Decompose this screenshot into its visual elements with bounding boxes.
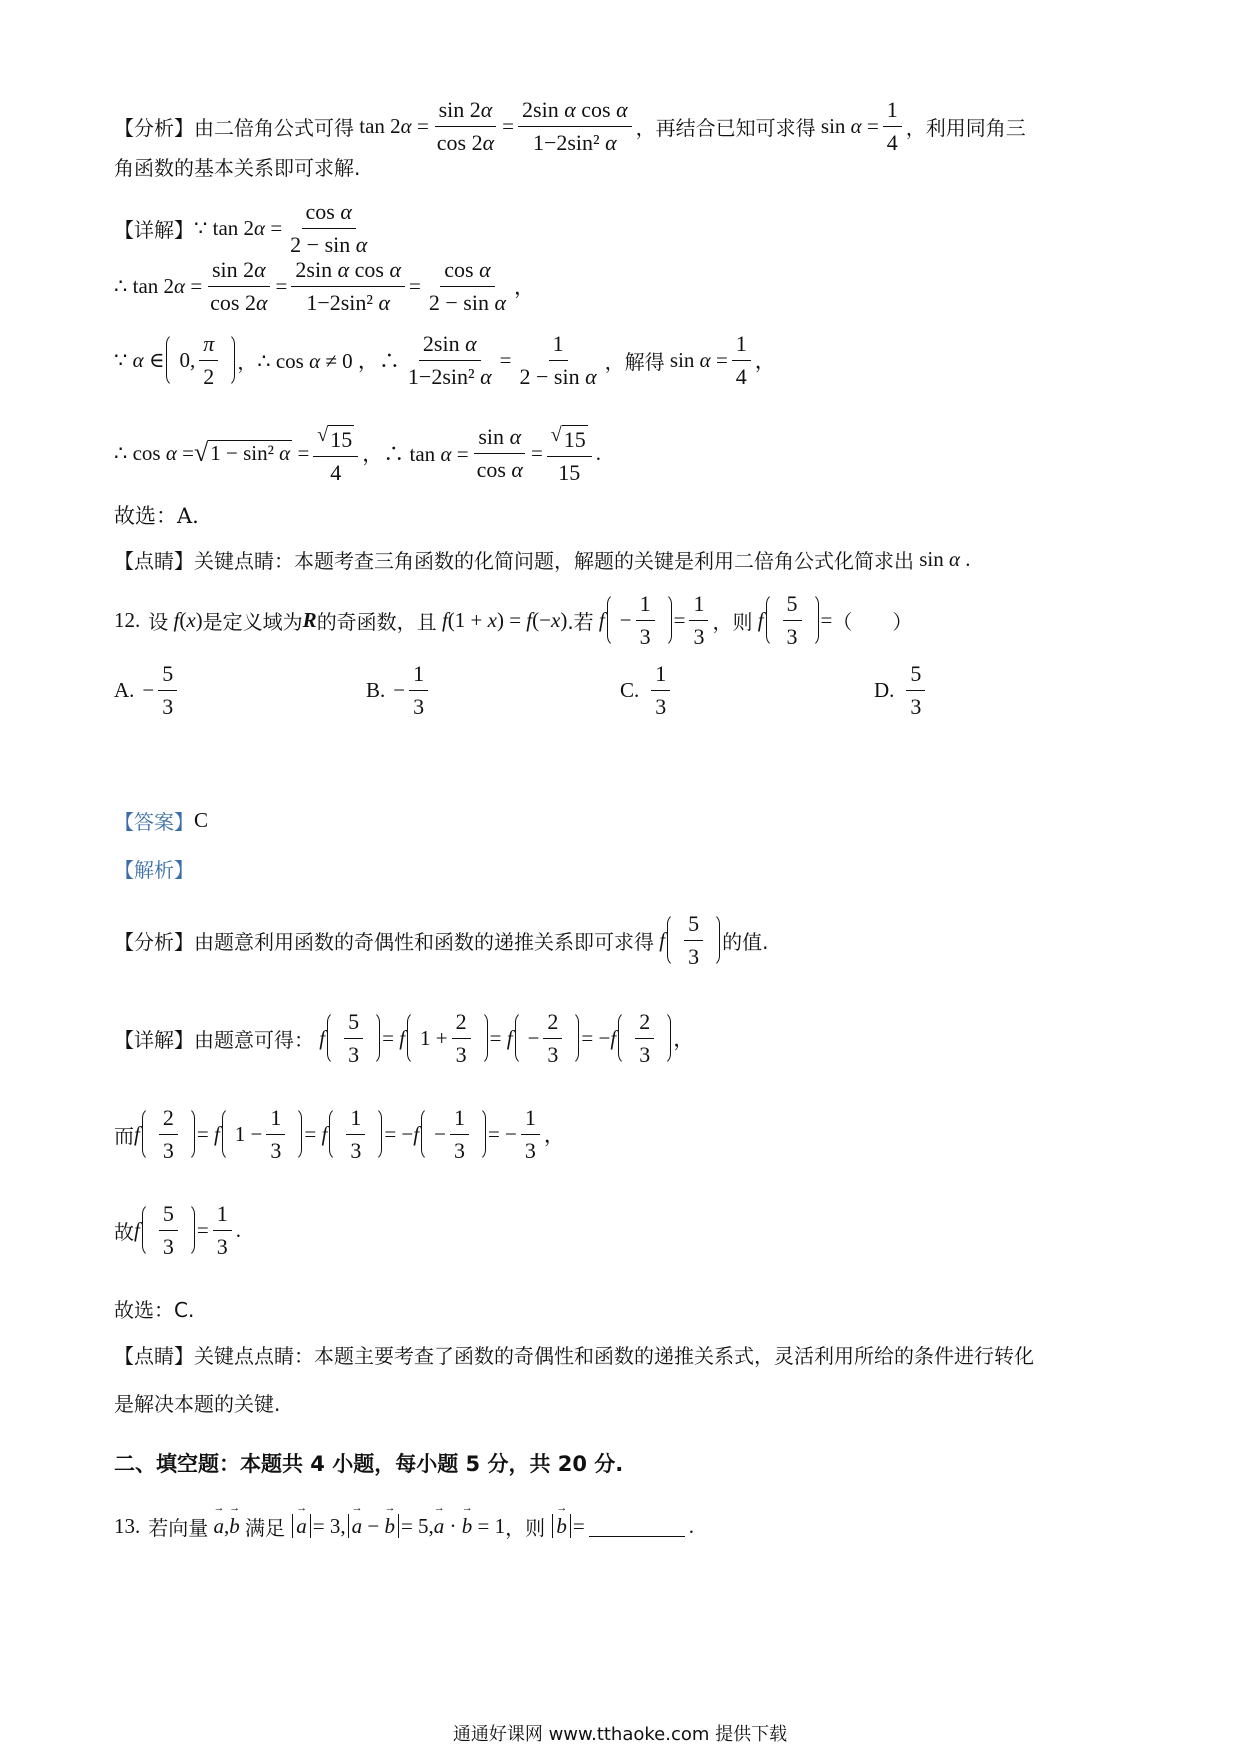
detail-line-3: ∵ α ∈ 0, $\frac{\pi}{2}$ ， ∴ cos α ≠ 0 ，∴ $\frac{\text{2sin α}}{\text{1−2sin² α}}$ = $\frac{1}{\text{2 − sin α}}$ ，解得 sin α = $\frac{1}{4}$ ， [114,331,776,389]
option-d: D. $\frac{5}{3}$ [874,660,929,720]
formula-tan2a: tan 2α = [354,113,429,138]
question-12: 12. 设 f(x) 是定义域为 R 的奇函数，且 f(1 + x) = f(−x) .若 f − $\frac{1}{3}$ = $\frac{1}{3}$ ，则 f $\frac{5}{3}$ = （ ） [114,591,913,649]
q12-detail-3: 故 f $\frac{5}{3}$ = $\frac{1}{3}$ . [114,1201,241,1259]
q12-detail-1: 【详解】 由题意可得： f $\frac{5}{3}$ = f 1 + $\frac{2}{3}$ = f − $\frac{2}{3}$ = −f $\frac{2}{3}$ ， [114,1009,695,1067]
choose-c: 故选：C. [114,1298,195,1322]
detail-line-1: 【详解】 ∵ tan 2α = $\frac{\text{cos α}}{\text{2 − sin α}}$ [114,199,368,257]
q12-fenxi: 【分析】 由题意利用函数的奇偶性和函数的递推关系即可求得 f $\frac{5}{3}$ 的值. [114,911,769,969]
answer-blank[interactable] [589,1516,685,1537]
q12-dianjing-1: 【点睛】 关键点点睛：本题主要考查了函数的奇偶性和函数的递推关系式，灵活利用所给的条件进行转化 [114,1344,1034,1368]
analysis-line-1: 【分析】 由二倍角公式可得 tan 2α = $\frac{\sin 2\alpha}{\cos 2\alpha}$ = $\frac{\text{2sin α cos α}}{\text{1−2sin² α}}$ ，再结合已知可求得 sin α = $\frac{1}{4}$ ，利用同角三 [114,97,1026,155]
choose-a: 故选：A. [114,504,199,528]
option-c: C. $\frac{1}{3}$ [620,660,674,720]
dianjing-line: 【点睛】 关键点睛：本题考查三角函数的化简问题，解题的关键是利用二倍角公式化简求出 sin α . [114,547,971,573]
analysis-tag: 【分析】 [114,115,194,140]
analysis-line-2: 角函数的基本关系即可求解. [114,156,361,180]
answer-line: 【答案】 C [114,808,209,834]
section-heading: 二、填空题：本题共 4 小题，每小题 5 分，共 20 分. [114,1452,624,1476]
footer: 通通好课网 www.tthaoke.com 提供下载 [452,1724,788,1745]
detail-line-2: ∴ tan 2α = $\frac{\sin 2\alpha}{\cos 2\alpha}$ = $\frac{\text{2sin α cos α}}{\text{1−2sin² α}}$ = $\frac{\text{cos α}}{\text{2 − sin α}}$ ， [114,257,536,315]
q12-dianjing-2: 是解决本题的关键. [114,1392,281,1416]
option-b: B. − $\frac{1}{3}$ [366,660,432,720]
option-a: A. − $\frac{5}{3}$ [114,660,181,720]
q12-detail-2: 而 f $\frac{2}{3}$ = f 1 − $\frac{1}{3}$ = f $\frac{1}{3}$ = −f − $\frac{1}{3}$ = − $\frac{1}{3}$ ， [114,1105,565,1163]
detail-line-4: ∴ cos α = √ 1 − sin² α = √ 15 4 ，∴ tan α = $\frac{\text{sin α}}{\text{cos α}}$ = √ 15 15 . [114,420,601,486]
analysis-label: 【解析】 [114,858,194,882]
question-13: 13. 若向量 → a,→ b 满足 → a = 3,→ a − → b = 5,→ a · → b = 1 ，则 → b = . [114,1512,694,1541]
detail-tag: 【详解】 [114,217,194,242]
